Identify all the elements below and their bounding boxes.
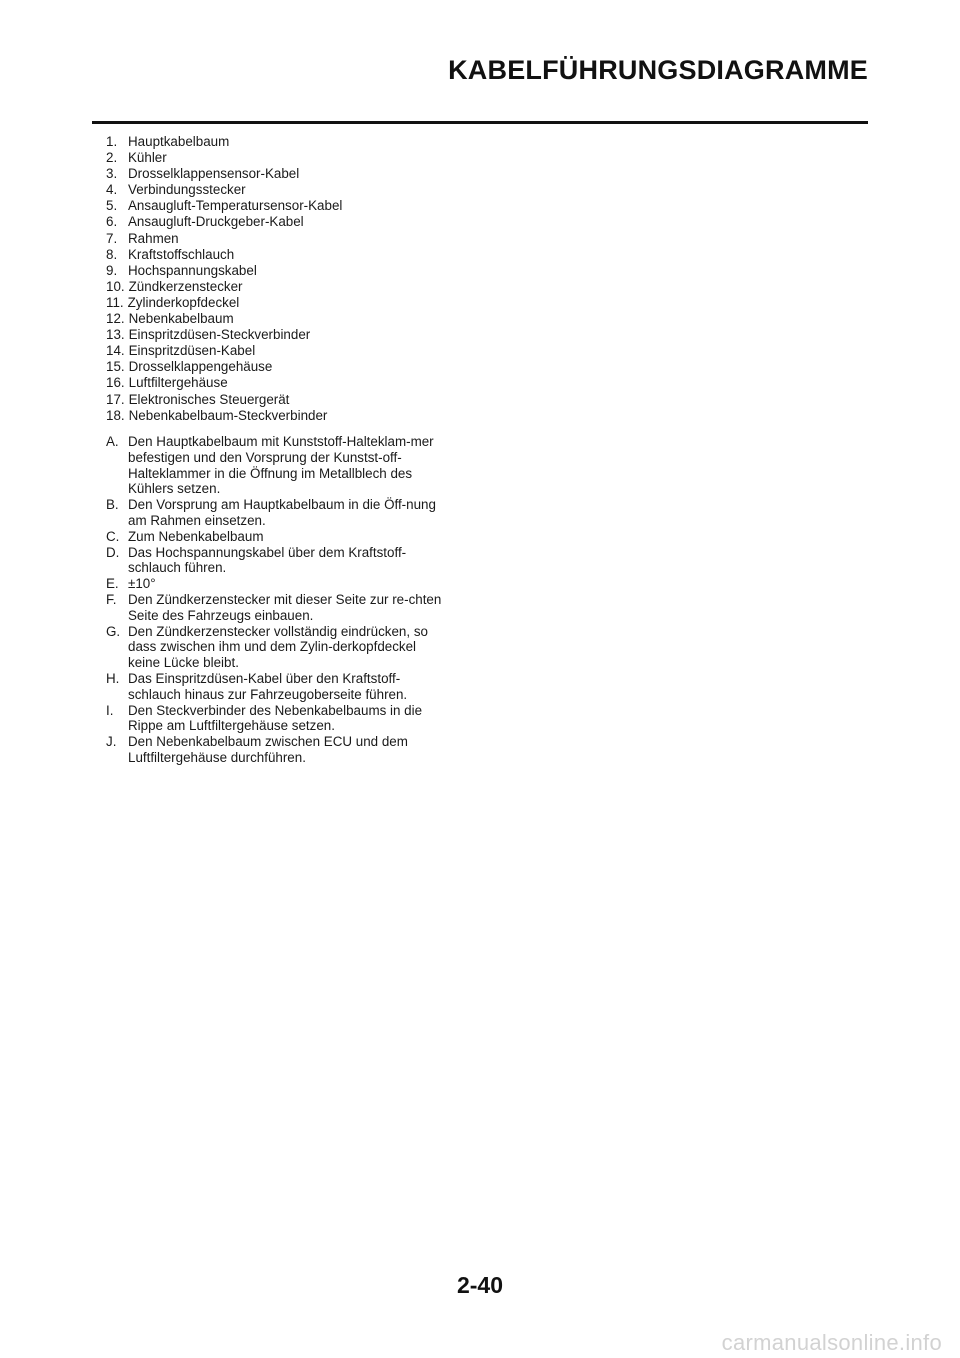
parts-list-item [106, 392, 466, 408]
page-number: 2-40 [456, 1272, 504, 1298]
item-number: 9. [106, 262, 118, 278]
note-text: Den Nebenkabelbaum zwischen ECU und dem Luftfiltergehäuse durchführen. [128, 734, 408, 765]
note-item [106, 545, 446, 577]
note-letter: J. [106, 734, 117, 750]
item-number: 17. [106, 391, 125, 407]
item-label: Nebenkabelbaum [128, 311, 234, 327]
item-label: Kraftstoffschlauch [128, 246, 235, 262]
item-label: Hochspannungskabel [128, 262, 257, 278]
note-item [106, 497, 446, 529]
note-letter: E. [106, 576, 119, 592]
note-item [106, 576, 446, 592]
note-text: Das Einspritzdüsen-Kabel über den Kraftstoff-schlauch hinaus zur Fahrzeugoberseite führen. [128, 670, 408, 702]
item-label: Ansaugluft-Temperatursensor-Kabel [128, 198, 343, 214]
note-text: ±10° [128, 576, 156, 592]
item-label: Einspritzdüsen-Steckverbinder [128, 327, 311, 343]
parts-list-item [106, 279, 466, 295]
parts-list-item [106, 295, 466, 311]
note-item [106, 671, 446, 703]
parts-list-item [106, 134, 466, 150]
item-number: 16. [106, 375, 125, 391]
note-text: Den Vorsprung am Hauptkabelbaum in die Öff-nung am Rahmen einsetzen. [128, 497, 436, 528]
note-item [106, 703, 446, 735]
item-number: 10. [106, 278, 125, 294]
item-number: 4. [106, 182, 118, 198]
parts-list-item [106, 198, 466, 214]
item-number: 3. [106, 166, 118, 182]
note-letter: D. [106, 544, 120, 560]
parts-list-item [106, 311, 466, 327]
note-text: Den Steckverbinder des Nebenkabelbaums in die Rippe am Luftfiltergehäuse setzen. [128, 702, 423, 734]
note-letter: C. [106, 528, 120, 544]
item-number: 15. [106, 359, 125, 375]
item-number: 14. [106, 343, 125, 359]
watermark: carmanualsonline.info [721, 1330, 942, 1355]
note-text: Den Hauptkabelbaum mit Kunststoff-Halteklam-mer befestigen und den Vorsprung der Kunstst-off-Halteklammer in die Öffnung im Metallblech des Kühlers setzen. [128, 434, 434, 497]
note-letter: G. [106, 623, 121, 639]
item-label: Luftfiltergehäuse [128, 375, 228, 391]
item-label: Einspritzdüsen-Kabel [128, 343, 256, 359]
note-item [106, 624, 446, 671]
item-label: Kühler [128, 150, 167, 166]
note-text: Den Zündkerzenstecker vollständig eindrücken, so dass zwischen ihm und dem Zylin-derkopfdeckel keine Lücke bleibt. [128, 623, 428, 671]
item-label: Drosselklappensensor-Kabel [128, 166, 300, 182]
item-number: 11. [106, 294, 124, 310]
note-letter: F. [106, 591, 117, 607]
parts-list-item [106, 166, 466, 182]
note-text: Das Hochspannungskabel über dem Kraftstoff-schlauch führen. [128, 544, 407, 576]
item-label: Zylinderkopfdeckel [127, 294, 240, 310]
note-item [106, 529, 446, 545]
item-label: Nebenkabelbaum-Steckverbinder [128, 407, 328, 423]
notes-list [106, 434, 446, 766]
item-number: 12. [106, 311, 125, 327]
note-letter: H. [106, 670, 120, 686]
item-label: Elektronisches Steuergerät [128, 391, 290, 407]
item-label: Rahmen [128, 230, 179, 246]
note-letter: A. [106, 434, 119, 449]
parts-list-item [106, 263, 466, 279]
parts-list-item [106, 359, 466, 375]
item-number: 18. [106, 407, 125, 423]
parts-list-item [106, 214, 466, 230]
note-text: Zum Nebenkabelbaum [128, 528, 264, 544]
parts-list-item [106, 247, 466, 263]
item-number: 8. [106, 246, 118, 262]
parts-list-item [106, 408, 466, 424]
item-number: 5. [106, 198, 118, 214]
note-item [106, 592, 446, 624]
note-letter: I. [106, 702, 114, 718]
page-title: KABELFÜHRUNGSDIAGRAMME [448, 55, 868, 85]
item-number: 1. [106, 134, 118, 149]
parts-list-item [106, 343, 466, 359]
parts-list-item [106, 327, 466, 343]
parts-list [106, 134, 466, 424]
item-number: 7. [106, 230, 118, 246]
note-letter: B. [106, 497, 119, 513]
header-divider [92, 121, 868, 124]
parts-list-item [106, 375, 466, 391]
item-label: Hauptkabelbaum [128, 134, 230, 149]
item-label: Ansaugluft-Druckgeber-Kabel [128, 214, 304, 230]
note-text: Den Zündkerzenstecker mit dieser Seite zur re-chten Seite des Fahrzeugs einbauen. [128, 591, 442, 623]
item-number: 13. [106, 327, 125, 343]
parts-list-item [106, 231, 466, 247]
item-number: 6. [106, 214, 118, 230]
parts-list-item [106, 150, 466, 166]
item-label: Zündkerzenstecker [128, 278, 243, 294]
item-number: 2. [106, 150, 118, 166]
parts-list-item [106, 182, 466, 198]
note-item [106, 434, 446, 497]
item-label: Drosselklappengehäuse [128, 359, 273, 375]
item-label: Verbindungsstecker [128, 182, 246, 198]
note-item [106, 734, 446, 766]
